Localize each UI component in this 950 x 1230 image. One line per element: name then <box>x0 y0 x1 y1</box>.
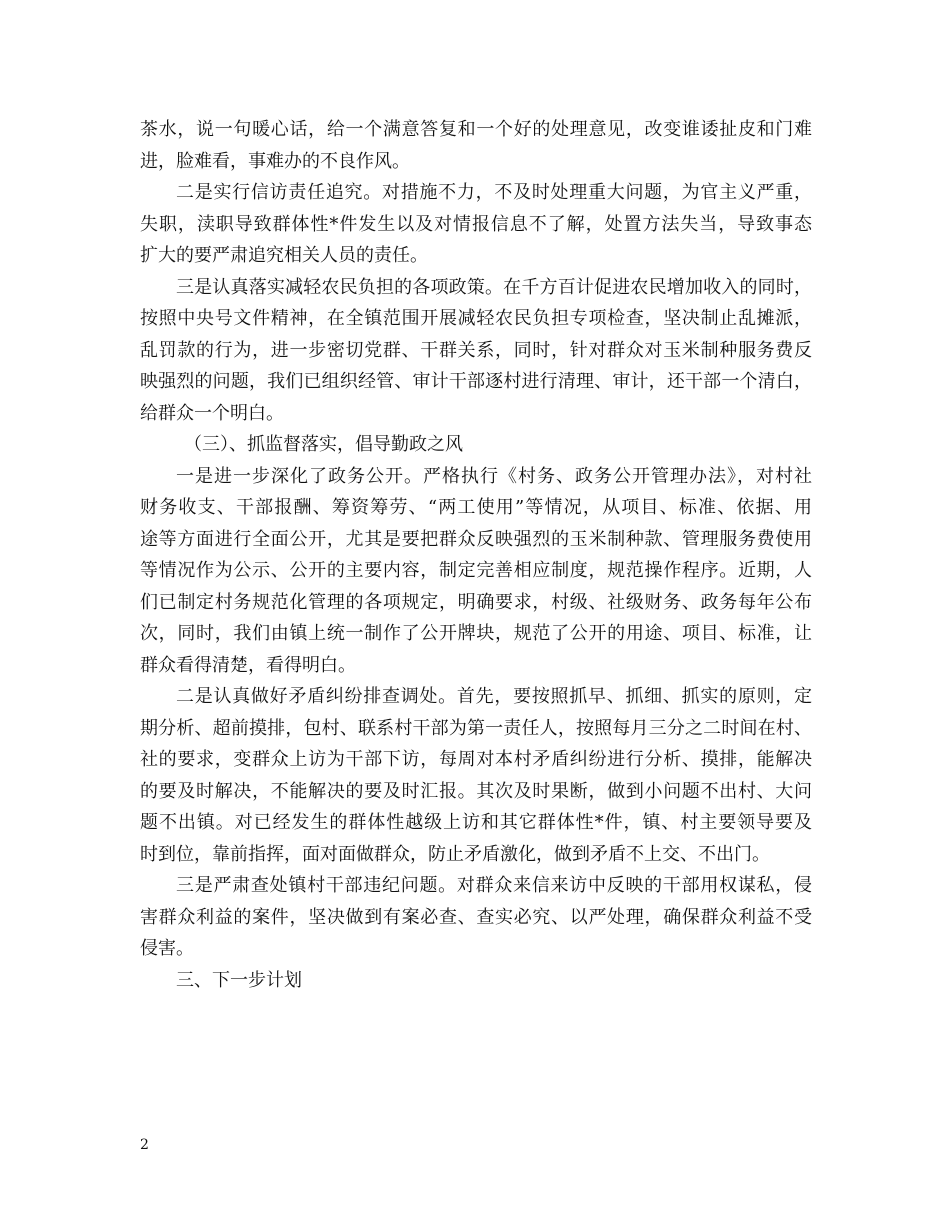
text-line: 二是实行信访责任追究。对措施不力，不及时处理重大问题，为官主义严重， <box>176 182 812 203</box>
text-line: 社的要求，变群众上访为干部下访，每周对本村矛盾纠纷进行分析、摸排，能解决 <box>140 749 812 770</box>
text-line: 等情况作为公示、公开的主要内容，制定完善相应制度，规范操作程序。近期，人 <box>140 560 812 581</box>
text-line: 三、下一步计划 <box>176 969 302 991</box>
page-number: 2 <box>140 1137 149 1153</box>
text-line: 题不出镇。对已经发生的群体性越级上访和其它群体性*件，镇、村主要领导要及 <box>140 812 812 833</box>
text-line: （三）、抓监督落实，倡导勤政之风 <box>184 434 463 455</box>
text-line: 进，脸难看，事难办的不良作风。 <box>140 150 410 172</box>
text-line: 映强烈的问题，我们已组织经管、审计干部逐村进行清理、审计，还干部一个清白， <box>140 371 812 392</box>
text-line: 二是认真做好矛盾纠纷排查调处。首先，要按照抓早、抓细、抓实的原则，定 <box>176 686 812 707</box>
text-line: 失职，渎职导致群体性*件发生以及对情报信息不了解，处置方法失当，导致事态 <box>140 213 812 235</box>
text-line: 的要及时解决，不能解决的要及时汇报。其次及时果断，做到小问题不出村、大问 <box>140 780 812 802</box>
text-line: 们已制定村务规范化管理的各项规定，明确要求，村级、社级财务、政务每年公布 <box>140 591 812 613</box>
document-body <box>140 114 812 996</box>
text-line: 财务收支、干部报酬、筹资筹劳、“两工使用”等情况，从项目、标准、依据、用 <box>140 497 812 518</box>
text-line: 群众看得清楚，看得明白。 <box>140 654 356 676</box>
text-line: 按照中央号文件精神，在全镇范围开展减轻农民负担专项检查，坚决制止乱摊派， <box>140 308 812 329</box>
text-line: 乱罚款的行为，进一步密切党群、干群关系，同时，针对群众对玉米制种服务费反 <box>140 339 812 361</box>
text-line: 给群众一个明白。 <box>140 402 284 424</box>
text-line: 期分析、超前摸排，包村、联系村干部为第一责任人，按照每月三分之二时间在村、 <box>140 717 812 739</box>
text-line: 三是认真落实减轻农民负担的各项政策。在千方百计促进农民增加收入的同时， <box>176 276 812 298</box>
text-line: 时到位，靠前指挥，面对面做群众，防止矛盾激化，做到矛盾不上交、不出门。 <box>140 843 770 865</box>
text-line: 一是进一步深化了政务公开。严格执行《村务、政务公开管理办法》，对村社 <box>176 465 812 487</box>
text-line: 三是严肃查处镇村干部违纪问题。对群众来信来访中反映的干部用权谋私，侵 <box>176 875 812 896</box>
text-line: 次，同时，我们由镇上统一制作了公开牌块，规范了公开的用途、项目、标准，让 <box>140 623 812 644</box>
text-line: 茶水，说一句暖心话，给一个满意答复和一个好的处理意见，改变谁诿扯皮和门难 <box>140 119 812 140</box>
text-line: 扩大的要严肃追究相关人员的责任。 <box>140 245 428 266</box>
text-line: 侵害。 <box>140 938 194 959</box>
text-line: 害群众利益的案件，坚决做到有案必查、查实必究、以严处理，确保群众利益不受 <box>140 906 812 928</box>
text-line: 途等方面进行全面公开，尤其是要把群众反映强烈的玉米制种款、管理服务费使用 <box>140 528 812 550</box>
